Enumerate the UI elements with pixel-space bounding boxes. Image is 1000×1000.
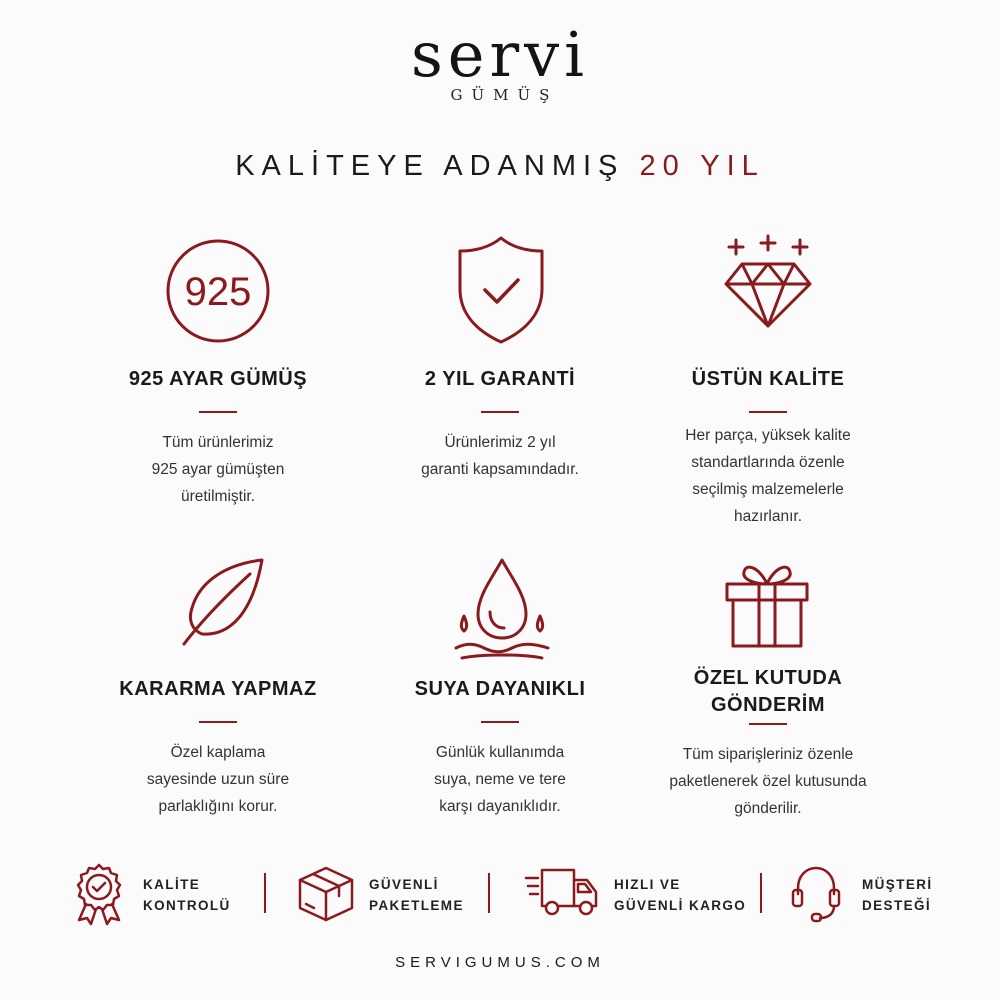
divider (749, 411, 787, 413)
leaf-icon (178, 556, 270, 648)
feature-water-resistant (350, 676, 650, 820)
badge-label-line: GÜVENLİ (369, 877, 439, 892)
feature-warranty (350, 366, 650, 483)
feature-text-line: parlaklığını korur. (158, 798, 278, 815)
brand-logo: servi (410, 18, 589, 91)
separator (488, 873, 490, 913)
separator (264, 873, 266, 913)
feature-quality (618, 366, 918, 530)
quality-medal-icon (70, 862, 128, 926)
badge-safe-packaging (369, 874, 464, 916)
feature-text-line: standartlarında özenle (691, 454, 845, 471)
package-box-icon (296, 864, 356, 924)
feature-text-line: üretilmiştir. (180, 488, 256, 505)
diamond-icon (718, 232, 818, 330)
divider (199, 721, 237, 723)
feature-text-line: karşı dayanıklıdır. (439, 798, 561, 815)
feature-title-line: GÖNDERİM (711, 694, 825, 716)
925-circle-icon-text: 925 (184, 270, 252, 314)
water-drop-icon (452, 556, 552, 662)
brand-subtitle: GÜMÜŞ (450, 86, 559, 104)
divider (199, 411, 237, 413)
headline-main: KALİTEYE ADANMIŞ (235, 150, 625, 182)
divider (481, 721, 519, 723)
headline (0, 150, 1000, 183)
feature-title-line: ÖZEL KUTUDA (693, 667, 843, 689)
feature-title: KARARMA YAPMAZ (119, 678, 317, 700)
feature-text-line: Ürünlerimiz 2 yıl (444, 434, 556, 451)
gift-box-icon (722, 558, 812, 650)
feature-title: ÜSTÜN KALİTE (691, 368, 845, 390)
badge-quality-control (143, 874, 231, 916)
feature-special-box (618, 665, 918, 822)
feature-text-line: paketlenerek özel kutusunda (669, 773, 867, 790)
badge-label-line: DESTEĞİ (862, 898, 932, 913)
website-link[interactable]: SERVIGUMUS.COM (395, 954, 605, 971)
feature-title: 2 YIL GARANTİ (424, 368, 576, 390)
feature-text-line: Tüm ürünlerimiz (162, 434, 274, 451)
925-circle-icon (163, 236, 273, 346)
feature-text-line: Tüm siparişleriniz özenle (682, 746, 854, 763)
badge-label-line: MÜŞTERİ (862, 877, 933, 892)
divider (749, 723, 787, 725)
feature-text-line: gönderilir. (734, 800, 802, 817)
feature-text-line: garanti kapsamındadır. (421, 461, 579, 478)
headset-icon (790, 864, 842, 924)
badge-label-line: KALİTE (143, 877, 201, 892)
feature-text-line: suya, neme ve tere (434, 771, 566, 788)
feature-text-line: Her parça, yüksek kalite (685, 427, 851, 444)
feature-title: 925 AYAR GÜMÜŞ (128, 368, 308, 390)
badge-label-line: GÜVENLİ KARGO (614, 898, 747, 913)
divider (481, 411, 519, 413)
feature-title: SUYA DAYANIKLI (414, 678, 586, 700)
badge-label-line: PAKETLEME (369, 898, 464, 913)
badge-label-line: KONTROLÜ (143, 898, 231, 913)
badge-fast-shipping (614, 874, 746, 916)
shield-check-icon (455, 234, 547, 346)
feature-text-line: Günlük kullanımda (435, 744, 565, 761)
headline-accent: 20 YIL (639, 150, 765, 182)
feature-925-silver (68, 366, 368, 510)
feature-text-line: sayesinde uzun süre (146, 771, 290, 788)
feature-text-line: hazırlanır. (733, 508, 803, 525)
feature-text-line: seçilmiş malzemelerle (692, 481, 844, 498)
feature-no-tarnish (68, 676, 368, 820)
feature-text-line: 925 ayar gümüşten (151, 461, 285, 478)
separator (760, 873, 762, 913)
feature-text-line: Özel kaplama (170, 744, 266, 761)
badge-label-line: HIZLI VE (614, 877, 681, 892)
badge-customer-support (862, 874, 933, 916)
delivery-truck-icon (524, 866, 600, 918)
